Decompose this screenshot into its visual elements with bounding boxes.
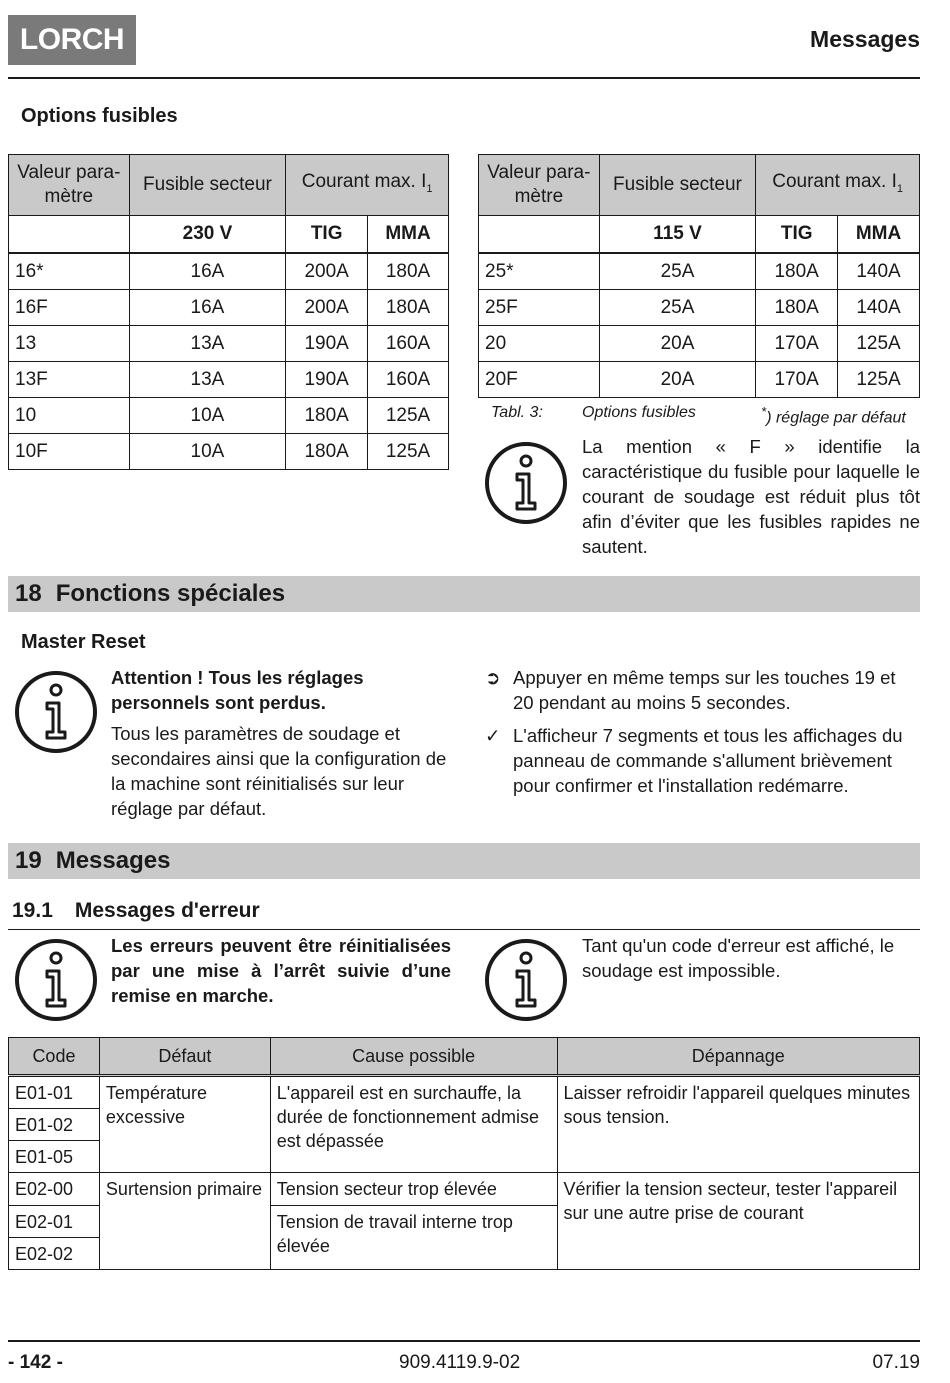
mains-fuse: 25A	[599, 253, 756, 290]
subheader-voltage: 115 V	[599, 216, 756, 254]
col-header-current: Courant max. $I_1$	[756, 155, 920, 216]
mma-current: 160A	[368, 326, 449, 362]
tig-current: 200A	[286, 290, 368, 326]
master-reset-heading: Master Reset	[21, 631, 146, 653]
error-code: E01-05	[9, 1141, 100, 1173]
error-defect: Surtension primaire	[99, 1173, 270, 1270]
subheader-empty	[9, 216, 130, 254]
col-header-cause: Cause possible	[270, 1038, 557, 1076]
table-row	[9, 253, 449, 290]
arrow-icon: ➲	[485, 667, 501, 688]
tig-current: 180A	[286, 398, 368, 434]
mma-current: 125A	[838, 362, 920, 398]
col-header-defect: Défaut	[99, 1038, 270, 1076]
col-header-code: Code	[9, 1038, 100, 1076]
mma-current: 140A	[838, 253, 920, 290]
info-icon	[484, 938, 568, 1022]
col-header-fuse: Fusible secteur	[129, 155, 286, 216]
info-icon	[484, 441, 568, 525]
lorch-logo: LORCH	[8, 15, 136, 65]
col-header-remedy: Dépannage	[557, 1038, 920, 1076]
param-value: 13	[9, 326, 130, 362]
col-header-current: Courant max. $I_1$	[286, 155, 449, 216]
mains-fuse: 13A	[129, 326, 286, 362]
table-row	[479, 326, 920, 362]
table-row	[479, 253, 920, 290]
subheader-voltage: 230 V	[129, 216, 286, 254]
param-value: 16F	[9, 290, 130, 326]
error-code: E01-02	[9, 1109, 100, 1141]
error-cause: Tension de travail interne trop élevée	[270, 1206, 557, 1270]
mains-fuse: 25A	[599, 290, 756, 326]
header-divider	[8, 77, 920, 79]
table-row	[479, 290, 920, 326]
tig-current: 190A	[286, 362, 368, 398]
error-defect: Température excessive	[99, 1076, 270, 1173]
param-value: 20	[479, 326, 600, 362]
table-row	[9, 1173, 920, 1206]
subheader-mma: MMA	[838, 216, 920, 254]
tig-current: 170A	[756, 326, 838, 362]
reset-warning: Attention ! Tous les réglages personnels sont perdus.	[111, 667, 364, 713]
param-value: 13F	[9, 362, 130, 398]
footer-divider	[8, 1340, 920, 1342]
error-code: E02-00	[9, 1173, 100, 1206]
col-header-param: Valeur para- mètre	[479, 155, 600, 216]
table-row	[9, 434, 449, 470]
subheader-tig: TIG	[286, 216, 368, 254]
table-row	[479, 362, 920, 398]
table-row	[9, 362, 449, 398]
error-welding-note: Tant qu'un code d'erreur est affiché, le soudage est impossible.	[582, 935, 895, 981]
reset-description: Tous les paramètres de soudage et secondaires ainsi que la configuration de la machine sont réinitialisés sur leur réglage par défaut.	[111, 723, 447, 819]
table-row	[9, 290, 449, 326]
mains-fuse: 16A	[129, 253, 286, 290]
tig-current: 170A	[756, 362, 838, 398]
tig-current: 180A	[756, 253, 838, 290]
error-code: E02-01	[9, 1206, 100, 1238]
col-header-fuse: Fusible secteur	[599, 155, 756, 216]
page-header-title: Messages	[810, 26, 920, 52]
fuse-options-heading: Options fusibles	[21, 105, 178, 127]
error-table	[8, 1037, 920, 1270]
mains-fuse: 10A	[129, 434, 286, 470]
error-code: E01-01	[9, 1076, 100, 1109]
tig-current: 190A	[286, 326, 368, 362]
document-date: 07.19	[872, 1352, 920, 1373]
error-messages-heading: 19.1 Messages d'erreur	[12, 899, 260, 922]
mains-fuse: 16A	[129, 290, 286, 326]
mma-current: 125A	[838, 326, 920, 362]
mains-fuse: 10A	[129, 398, 286, 434]
info-icon	[14, 670, 98, 754]
table-row	[9, 326, 449, 362]
section-18-bar: 18 Fonctions spéciales	[8, 576, 920, 612]
subheader-empty	[479, 216, 600, 254]
tig-current: 180A	[286, 434, 368, 470]
page-number: - 142 -	[8, 1352, 63, 1373]
subheader-tig: TIG	[756, 216, 838, 254]
error-cause: L'appareil est en surchauffe, la durée de fonctionnement admise est dépassée	[270, 1076, 557, 1173]
param-value: 10F	[9, 434, 130, 470]
table-caption-text: Options fusibles	[582, 404, 696, 421]
mma-current: 180A	[368, 290, 449, 326]
mma-current: 125A	[368, 434, 449, 470]
reset-steps	[485, 665, 921, 806]
checkmark-icon: ✓	[485, 725, 501, 746]
mains-fuse: 20A	[599, 326, 756, 362]
table-row	[9, 398, 449, 434]
tig-current: 200A	[286, 253, 368, 290]
table-row	[9, 1076, 920, 1109]
mains-fuse: 13A	[129, 362, 286, 398]
document-number: 909.4119.9-02	[399, 1352, 521, 1373]
param-value: 20F	[479, 362, 600, 398]
section-19-bar: 19 Messages	[8, 843, 920, 879]
mains-fuse: 20A	[599, 362, 756, 398]
fuse-table-115v	[478, 154, 920, 398]
table-caption-note: *) réglage par défaut	[761, 404, 906, 427]
param-value: 25F	[479, 290, 600, 326]
subheading-divider	[8, 929, 920, 930]
fuse-table-230v	[8, 154, 449, 470]
error-code: E02-02	[9, 1238, 100, 1270]
step-result: ✓ L'afficheur 7 segments et tous les affichages du panneau de commande s'allument brièvement pour confirmer et l'installation redémarre.	[485, 725, 903, 796]
tig-current: 180A	[756, 290, 838, 326]
error-remedy: Laisser refroidir l'appareil quelques minutes sous tension.	[557, 1076, 920, 1173]
col-header-param: Valeur para- mètre	[9, 155, 130, 216]
info-icon	[14, 938, 98, 1022]
step-action: ➲ Appuyer en même temps sur les touches 19 et 20 pendant au moins 5 secondes.	[485, 667, 896, 713]
error-reset-note: Les erreurs peuvent être réinitialisées par une mise à l’arrêt suivie d’une remise en marche.	[111, 935, 451, 1006]
mma-current: 160A	[368, 362, 449, 398]
mma-current: 140A	[838, 290, 920, 326]
mma-current: 180A	[368, 253, 449, 290]
param-value: 10	[9, 398, 130, 434]
table-caption-label: Tabl. 3:	[491, 404, 543, 421]
subheader-mma: MMA	[368, 216, 449, 254]
fuse-info-note: La mention « F » identifie la caractéristique du fusible pour laquelle le courant de soudage est réduit plus tôt afin d’éviter que les fusibles rapides ne sautent.	[582, 436, 920, 557]
param-value: 25*	[479, 253, 600, 290]
param-value: 16*	[9, 253, 130, 290]
mma-current: 125A	[368, 398, 449, 434]
error-cause: Tension secteur trop élevée	[270, 1173, 557, 1206]
error-remedy: Vérifier la tension secteur, tester l'appareil sur une autre prise de courant	[557, 1173, 920, 1270]
